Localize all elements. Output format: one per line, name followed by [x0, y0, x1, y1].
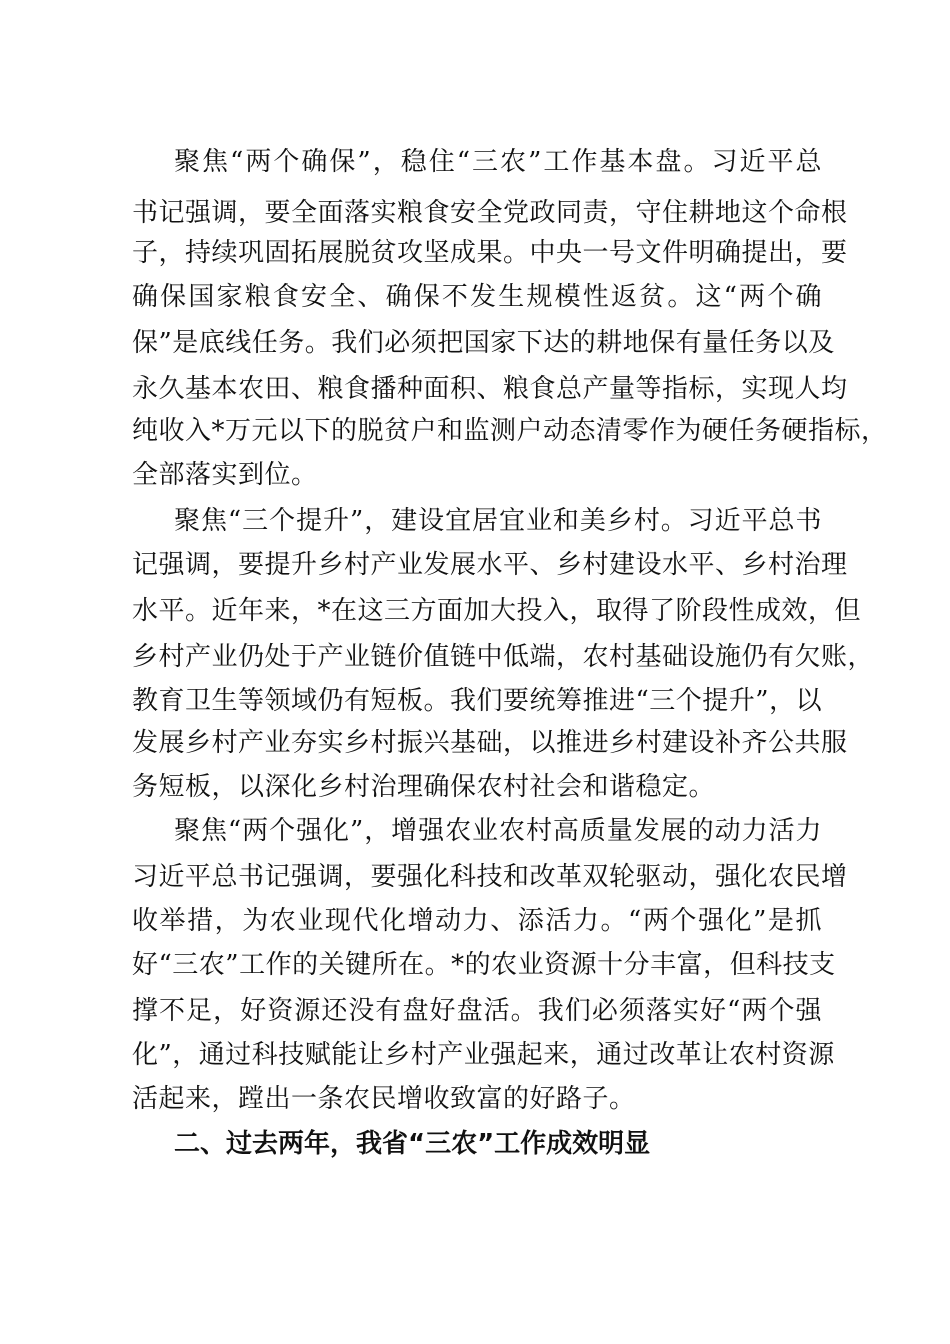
- paragraph-3-line-5: 撑不足，好资源还没有盘好盘活。我们必须落实好“两个强: [132, 996, 822, 1026]
- paragraph-2-line-4: 乡村产业仍处于产业链价值链中低端，农村基础设施仍有欠账，: [132, 642, 875, 672]
- paragraph-2-line-6: 发展乡村产业夯实乡村振兴基础，以推进乡村建设补齐公共服: [132, 728, 848, 758]
- paragraph-2-line-5: 教育卫生等领域仍有短板。我们要统筹推进“三个提升”，以: [132, 686, 823, 716]
- paragraph-1-line-8: 全部落实到位。: [132, 460, 318, 490]
- paragraph-3-line-3: 收举措，为农业现代化增动力、添活力。“两个强化”是抓: [132, 906, 822, 936]
- paragraph-3-line-4: 好“三农”工作的关键所在。*的农业资源十分丰富，但科技支: [132, 950, 836, 980]
- section-heading: 二、过去两年，我省“三农”工作成效明显: [174, 1129, 651, 1159]
- paragraph-2-line-1: 聚焦“三个提升”，建设宜居宜业和美乡村。习近平总书: [174, 506, 822, 536]
- paragraph-3-line-1: 聚焦“两个强化”，增强农业农村高质量发展的动力活力: [174, 816, 822, 846]
- paragraph-1-line-5: 保”是底线任务。我们必须把国家下达的耕地保有量任务以及: [132, 328, 835, 358]
- paragraph-3-line-6: 化”，通过科技赋能让乡村产业强起来，通过改革让农村资源: [132, 1040, 835, 1070]
- paragraph-1-line-2: 书记强调，要全面落实粮食安全党政同责，守住耕地这个命根: [132, 198, 848, 228]
- paragraph-1-line-3: 子，持续巩固拓展脱贫攻坚成果。中央一号文件明确提出，要: [132, 238, 848, 268]
- paragraph-1-line-4: 确保国家粮食安全、确保不发生规模性返贫。这“两个确: [132, 282, 822, 312]
- paragraph-3-line-7: 活起来，蹚出一条农民增收致富的好路子。: [132, 1084, 636, 1114]
- paragraph-3-line-2: 习近平总书记强调，要强化科技和改革双轮驱动，强化农民增: [132, 862, 848, 892]
- paragraph-1-line-1: 聚焦“两个确保”，稳住“三农”工作基本盘。习近平总: [174, 147, 822, 177]
- paragraph-1-line-6: 永久基本农田、粮食播种面积、粮食总产量等指标，实现人均: [132, 374, 848, 404]
- paragraph-2-line-3: 水平。近年来，*在这三方面加大投入，取得了阶段性成效，但: [132, 596, 862, 626]
- paragraph-2-line-2: 记强调，要提升乡村产业发展水平、乡村建设水平、乡村治理: [132, 550, 848, 580]
- paragraph-2-line-7: 务短板，以深化乡村治理确保农村社会和谐稳定。: [132, 772, 716, 802]
- paragraph-1-line-7: 纯收入*万元以下的脱贫户和监测户动态清零作为硬任务硬指标，: [132, 416, 888, 446]
